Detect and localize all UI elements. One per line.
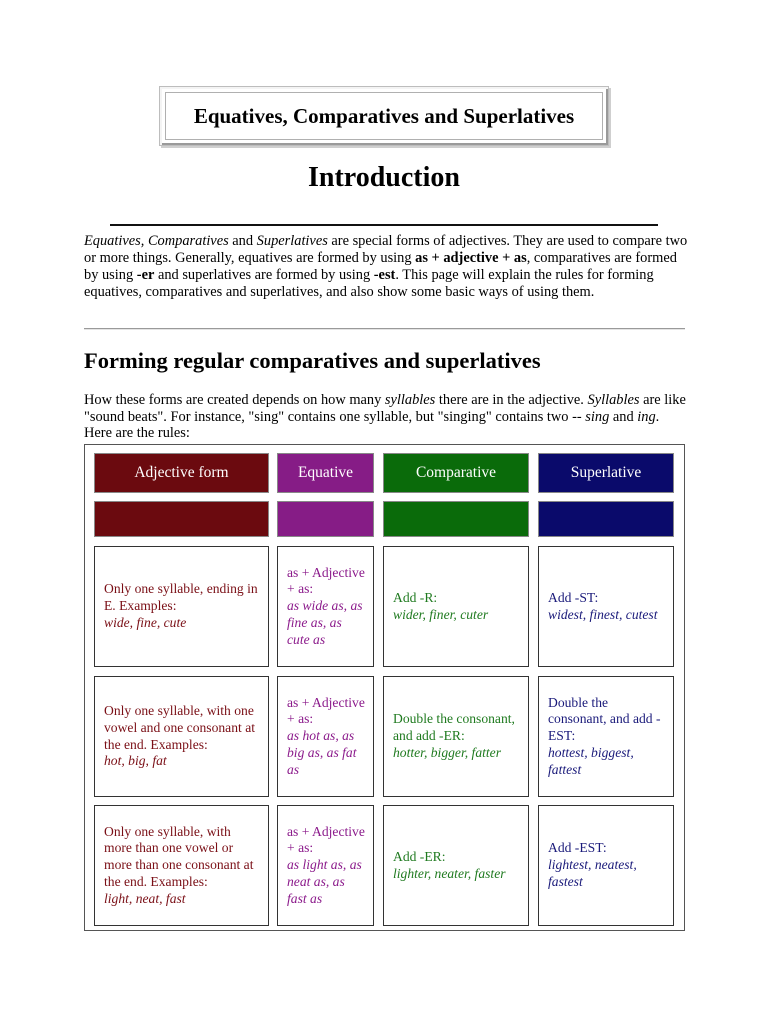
swatch-equative [277, 501, 374, 537]
swatch-adjective [94, 501, 269, 537]
table-cell-equative: as + Adjective + as: as wide as, as fine as, as cute as [277, 546, 374, 667]
table-cell-superlative: Add -ST: widest, finest, cutest [538, 546, 674, 667]
table-cell-comparative: Add -ER: lighter, neater, faster [383, 805, 529, 926]
divider [110, 224, 658, 226]
table-cell-comparative: Double the consonant, and add -ER: hotter, bigger, fatter [383, 676, 529, 797]
header-equative: Equative [277, 453, 374, 493]
section-paragraph: How these forms are created depends on how many syllables there are in the adjective. Syllables are like "sound beats". For instance, "sing" contains one syllable, but "singing" contains two -- sing and ing. Here are the rules: [84, 392, 686, 442]
table-cell-equative: as + Adjective + as: as hot as, as big as, as fat as [277, 676, 374, 797]
table-cell-comparative: Add -R: wider, finer, cuter [383, 546, 529, 667]
section-heading: Forming regular comparatives and superlatives [84, 348, 541, 373]
divider [84, 328, 685, 330]
table-cell-superlative: Add -EST: lightest, neatest, fastest [538, 805, 674, 926]
table-cell-adjective: Only one syllable, ending in E. Examples: wide, fine, cute [94, 546, 269, 667]
intro-paragraph: Equatives, Comparatives and Superlatives are special forms of adjectives. They are used to compare two or more things. Generally, equatives are formed by using as + adjective + as, comparatives are formed by using -er and superlatives are formed by using -est. This page will explain the rules for forming equatives, comparatives and superlatives, and also show some basic ways of using them. [84, 233, 688, 300]
header-adjective-form: Adjective form [94, 453, 269, 493]
table-cell-adjective: Only one syllable, with one vowel and one consonant at the end. Examples: hot, big, fat [94, 676, 269, 797]
table-cell-superlative: Double the consonant, and add -EST: hottest, biggest, fattest [538, 676, 674, 797]
table-cell-adjective: Only one syllable, with more than one vowel or more than one consonant at the end. Examples: light, neat, fast [94, 805, 269, 926]
title-box [159, 86, 609, 146]
swatch-comparative [383, 501, 529, 537]
table-cell-equative: as + Adjective + as: as light as, as neat as, as fast as [277, 805, 374, 926]
swatch-superlative [538, 501, 674, 537]
intro-heading: Introduction [308, 162, 460, 193]
page-title: Equatives, Comparatives and Superlatives [165, 92, 603, 140]
header-comparative: Comparative [383, 453, 529, 493]
header-superlative: Superlative [538, 453, 674, 493]
